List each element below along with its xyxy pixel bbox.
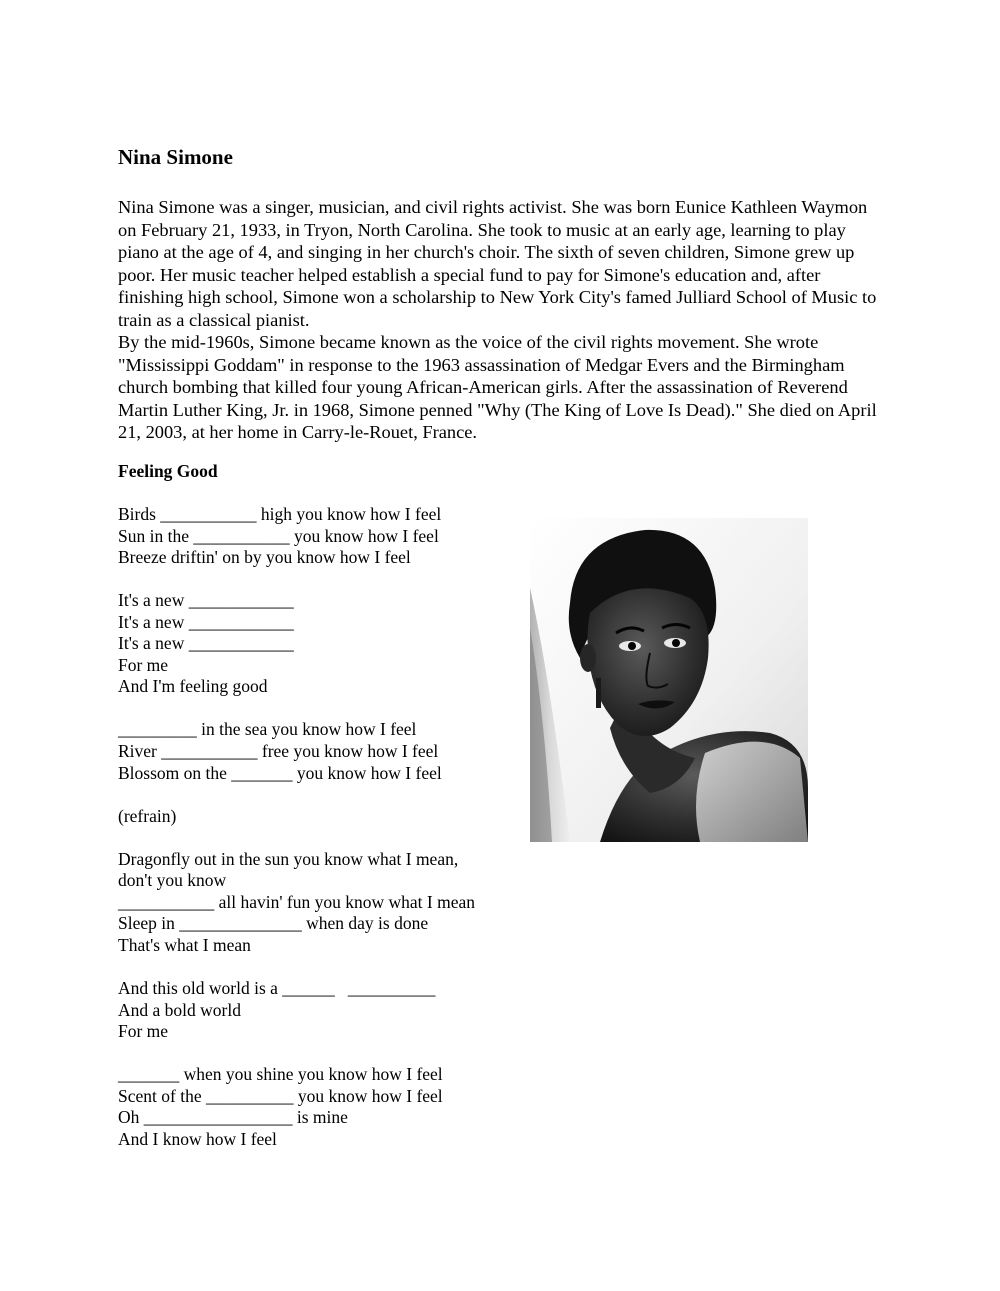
lyric-line: That's what I mean [118,934,251,955]
stanza-4 [118,849,478,957]
stanza-6 [118,1064,478,1150]
stanza-3 [118,719,478,784]
stanza-refrain [118,806,478,828]
bio-paragraph-2: By the mid-1960s, Simone became known as the voice of the civil rights movement. She wrote "Mississippi Goddam" in response to the 1963 assassination of Medgar Evers and the Birmingham church bombing that killed four young African-American girls. After the assassination of Reverend Martin Luther King, Jr. in 1968, Simone penned "Why (The King of Love Is Dead)." She died on April 21, 2003, at her home in Carry-le-Rouet, France. [118,332,877,442]
bio-paragraph-1: Nina Simone was a singer, musician, and civil rights activist. She was born Eunice Kathleen Waymon on February 21, 1933, in Tryon, North Carolina. She took to music at an early age, learning to play piano at the age of 4, and singing in her church's choir. The sixth of seven children, Simone grew up poor. Her music teacher helped establish a special fund to pay for Simone's education and, after finishing high school, Simone won a scholarship to New York City's famed Julliard School of Music to train as a classical pianist. [118,197,877,330]
stanza-5 [118,978,478,1043]
lyric-line: And I'm feeling good [118,676,268,697]
portrait-photo [530,518,808,842]
lyric-line: It's a new ____________ [118,633,294,654]
lyric-line: _______ when you shine you know how I feel [118,1064,443,1085]
lyric-line: Sun in the ___________ you know how I feel [118,525,439,546]
lyrics [118,504,478,1172]
lyric-line: Birds ___________ high you know how I feel [118,504,442,524]
lyric-line: For me [118,654,169,675]
page-title: Nina Simone [118,145,233,169]
lyric-line: For me [118,1021,169,1042]
lyric-line: (refrain) [118,805,177,826]
lyric-line: And this old world is a ______ __________ [118,978,436,999]
lyric-line: And I know how I feel [118,1128,277,1149]
portrait-image [530,518,808,842]
lyric-line: Dragonfly out in the sun you know what I mean, don't you know [118,848,463,891]
lyric-line: And a bold world [118,999,241,1020]
lyric-line: ___________ all havin' fun you know what I mean [118,891,475,912]
lyric-line: River ___________ free you know how I feel [118,741,439,762]
lyric-line: Oh _________________ is mine [118,1107,348,1128]
lyric-line: It's a new ____________ [118,611,294,632]
biography [118,196,878,444]
lyric-line: Breeze driftin' on by you know how I feel [118,547,411,568]
lyric-line: Sleep in ______________ when day is done [118,913,429,934]
song-title: Feeling Good [118,461,218,481]
lyric-line: Scent of the __________ you know how I feel [118,1085,443,1106]
stanza-2 [118,590,478,698]
lyric-line: Blossom on the _______ you know how I feel [118,762,442,783]
stanza-1 [118,504,478,569]
lyric-line: _________ in the sea you know how I feel [118,719,417,740]
lyric-line: It's a new ____________ [118,590,294,611]
